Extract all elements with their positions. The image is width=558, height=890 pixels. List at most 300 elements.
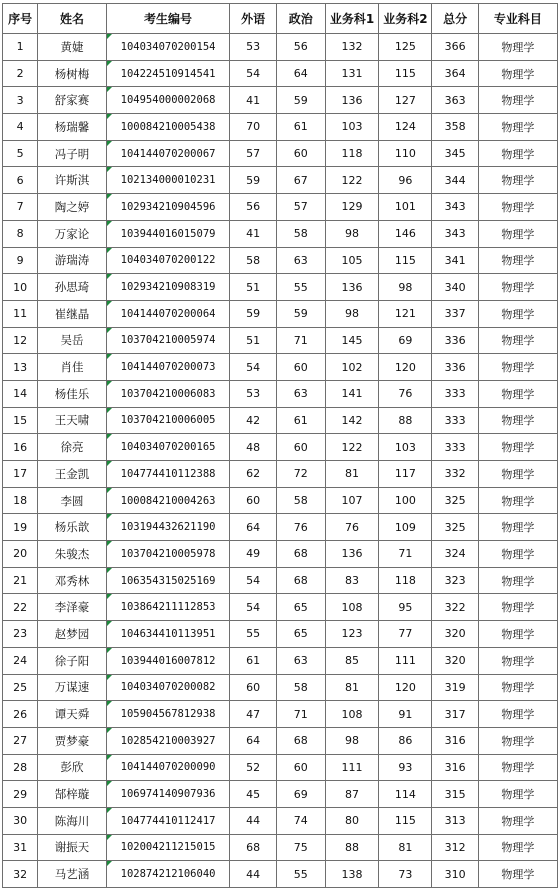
cell-foreign-language: 70 <box>230 114 276 141</box>
cell-name: 肖佳 <box>38 354 106 381</box>
cell-candidate-id: 103704210006005 <box>106 407 230 434</box>
cell-candidate-id: 103944016015079 <box>106 220 230 247</box>
cell-major: 物理学 <box>478 567 557 594</box>
table-row <box>3 167 558 194</box>
cell-seq: 10 <box>3 274 38 301</box>
table-row <box>3 781 558 808</box>
cell-candidate-id: 102934210908319 <box>106 274 230 301</box>
cell-total: 363 <box>432 87 478 114</box>
cell-name: 谢振天 <box>38 834 106 861</box>
cell-seq: 22 <box>3 594 38 621</box>
cell-foreign-language: 54 <box>230 60 276 87</box>
table-row <box>3 567 558 594</box>
cell-major: 物理学 <box>478 194 557 221</box>
cell-candidate-id: 104634410113951 <box>106 621 230 648</box>
cell-subject-2: 103 <box>379 434 432 461</box>
cell-total: 340 <box>432 274 478 301</box>
header-major: 专业科目 <box>478 4 557 34</box>
cell-candidate-id: 103704210005978 <box>106 541 230 568</box>
cell-subject-1: 108 <box>325 701 379 728</box>
cell-politics: 58 <box>276 674 325 701</box>
cell-candidate-id: 103944016007812 <box>106 647 230 674</box>
cell-politics: 65 <box>276 594 325 621</box>
cell-foreign-language: 62 <box>230 461 276 488</box>
cell-total: 345 <box>432 140 478 167</box>
cell-candidate-id: 102134000010231 <box>106 167 230 194</box>
cell-name: 游瑞涛 <box>38 247 106 274</box>
cell-foreign-language: 57 <box>230 140 276 167</box>
cell-politics: 55 <box>276 274 325 301</box>
header-name: 姓名 <box>38 4 106 34</box>
cell-candidate-id: 104034070200154 <box>106 34 230 61</box>
cell-subject-2: 124 <box>379 114 432 141</box>
cell-seq: 11 <box>3 300 38 327</box>
cell-subject-2: 69 <box>379 327 432 354</box>
cell-candidate-id: 104144070200064 <box>106 300 230 327</box>
cell-candidate-id: 102874212106040 <box>106 861 230 888</box>
cell-politics: 60 <box>276 354 325 381</box>
cell-major: 物理学 <box>478 861 557 888</box>
cell-major: 物理学 <box>478 674 557 701</box>
cell-name: 王天啸 <box>38 407 106 434</box>
cell-seq: 5 <box>3 140 38 167</box>
cell-foreign-language: 41 <box>230 220 276 247</box>
cell-politics: 59 <box>276 87 325 114</box>
cell-subject-1: 132 <box>325 34 379 61</box>
cell-politics: 59 <box>276 300 325 327</box>
cell-foreign-language: 41 <box>230 87 276 114</box>
table-row <box>3 327 558 354</box>
cell-major: 物理学 <box>478 834 557 861</box>
cell-seq: 26 <box>3 701 38 728</box>
cell-major: 物理学 <box>478 647 557 674</box>
cell-subject-2: 109 <box>379 514 432 541</box>
cell-seq: 32 <box>3 861 38 888</box>
cell-subject-2: 146 <box>379 220 432 247</box>
cell-candidate-id: 103704210005974 <box>106 327 230 354</box>
cell-subject-2: 114 <box>379 781 432 808</box>
cell-major: 物理学 <box>478 407 557 434</box>
cell-foreign-language: 47 <box>230 701 276 728</box>
header-candidate-id: 考生编号 <box>106 4 230 34</box>
cell-subject-2: 86 <box>379 727 432 754</box>
cell-subject-1: 107 <box>325 487 379 514</box>
cell-seq: 17 <box>3 461 38 488</box>
cell-total: 333 <box>432 407 478 434</box>
cell-politics: 60 <box>276 140 325 167</box>
cell-name: 李泽豪 <box>38 594 106 621</box>
cell-subject-1: 98 <box>325 727 379 754</box>
cell-seq: 2 <box>3 60 38 87</box>
cell-seq: 21 <box>3 567 38 594</box>
table-row <box>3 34 558 61</box>
cell-foreign-language: 61 <box>230 647 276 674</box>
header-politics: 政治 <box>276 4 325 34</box>
table-row <box>3 300 558 327</box>
cell-name: 冯子明 <box>38 140 106 167</box>
cell-major: 物理学 <box>478 727 557 754</box>
cell-subject-2: 115 <box>379 807 432 834</box>
cell-seq: 23 <box>3 621 38 648</box>
table-row <box>3 434 558 461</box>
cell-total: 316 <box>432 727 478 754</box>
cell-name: 舒家赛 <box>38 87 106 114</box>
cell-seq: 29 <box>3 781 38 808</box>
cell-name: 李圆 <box>38 487 106 514</box>
cell-foreign-language: 42 <box>230 407 276 434</box>
cell-total: 343 <box>432 220 478 247</box>
cell-candidate-id: 103864211112853 <box>106 594 230 621</box>
cell-politics: 75 <box>276 834 325 861</box>
cell-name: 谭天舜 <box>38 701 106 728</box>
cell-name: 马艺涵 <box>38 861 106 888</box>
cell-seq: 14 <box>3 380 38 407</box>
cell-total: 320 <box>432 647 478 674</box>
cell-major: 物理学 <box>478 274 557 301</box>
cell-subject-2: 81 <box>379 834 432 861</box>
cell-politics: 71 <box>276 327 325 354</box>
cell-subject-1: 87 <box>325 781 379 808</box>
cell-major: 物理学 <box>478 621 557 648</box>
table-row <box>3 407 558 434</box>
cell-foreign-language: 56 <box>230 194 276 221</box>
cell-seq: 12 <box>3 327 38 354</box>
table-row <box>3 834 558 861</box>
cell-candidate-id: 104144070200090 <box>106 754 230 781</box>
cell-subject-1: 88 <box>325 834 379 861</box>
cell-candidate-id: 104144070200067 <box>106 140 230 167</box>
cell-major: 物理学 <box>478 594 557 621</box>
cell-politics: 58 <box>276 487 325 514</box>
cell-major: 物理学 <box>478 701 557 728</box>
cell-politics: 72 <box>276 461 325 488</box>
cell-foreign-language: 58 <box>230 247 276 274</box>
cell-name: 郜梓璇 <box>38 781 106 808</box>
cell-major: 物理学 <box>478 60 557 87</box>
header-subject-2: 业务科2 <box>379 4 432 34</box>
cell-foreign-language: 59 <box>230 167 276 194</box>
cell-seq: 7 <box>3 194 38 221</box>
cell-major: 物理学 <box>478 34 557 61</box>
table-row <box>3 621 558 648</box>
cell-subject-1: 141 <box>325 380 379 407</box>
table-row <box>3 220 558 247</box>
cell-candidate-id: 102004211215015 <box>106 834 230 861</box>
cell-total: 325 <box>432 487 478 514</box>
table-row <box>3 514 558 541</box>
cell-name: 徐子阳 <box>38 647 106 674</box>
cell-subject-1: 85 <box>325 647 379 674</box>
cell-total: 315 <box>432 781 478 808</box>
cell-total: 344 <box>432 167 478 194</box>
cell-total: 337 <box>432 300 478 327</box>
cell-candidate-id: 104954000002068 <box>106 87 230 114</box>
cell-subject-1: 136 <box>325 274 379 301</box>
cell-name: 吴岳 <box>38 327 106 354</box>
cell-subject-1: 81 <box>325 674 379 701</box>
cell-foreign-language: 64 <box>230 727 276 754</box>
table-row <box>3 114 558 141</box>
cell-candidate-id: 104144070200073 <box>106 354 230 381</box>
cell-foreign-language: 49 <box>230 541 276 568</box>
cell-total: 336 <box>432 327 478 354</box>
cell-candidate-id: 102934210904596 <box>106 194 230 221</box>
score-table <box>2 3 558 888</box>
cell-subject-2: 127 <box>379 87 432 114</box>
cell-subject-1: 138 <box>325 861 379 888</box>
cell-subject-2: 120 <box>379 354 432 381</box>
cell-seq: 25 <box>3 674 38 701</box>
cell-subject-2: 100 <box>379 487 432 514</box>
cell-subject-1: 108 <box>325 594 379 621</box>
table-row <box>3 727 558 754</box>
table-row <box>3 754 558 781</box>
cell-politics: 58 <box>276 220 325 247</box>
cell-total: 312 <box>432 834 478 861</box>
cell-total: 332 <box>432 461 478 488</box>
table-row <box>3 487 558 514</box>
cell-name: 孙思琦 <box>38 274 106 301</box>
cell-candidate-id: 103194432621190 <box>106 514 230 541</box>
cell-foreign-language: 68 <box>230 834 276 861</box>
cell-major: 物理学 <box>478 300 557 327</box>
cell-candidate-id: 100084210004263 <box>106 487 230 514</box>
cell-politics: 64 <box>276 60 325 87</box>
cell-total: 333 <box>432 380 478 407</box>
cell-politics: 68 <box>276 727 325 754</box>
cell-total: 313 <box>432 807 478 834</box>
cell-subject-1: 142 <box>325 407 379 434</box>
cell-seq: 30 <box>3 807 38 834</box>
cell-seq: 31 <box>3 834 38 861</box>
cell-seq: 8 <box>3 220 38 247</box>
table-row <box>3 140 558 167</box>
cell-foreign-language: 59 <box>230 300 276 327</box>
cell-total: 310 <box>432 861 478 888</box>
cell-total: 316 <box>432 754 478 781</box>
cell-candidate-id: 106974140907936 <box>106 781 230 808</box>
cell-seq: 6 <box>3 167 38 194</box>
table-row <box>3 541 558 568</box>
cell-foreign-language: 44 <box>230 807 276 834</box>
cell-subject-2: 117 <box>379 461 432 488</box>
cell-subject-1: 80 <box>325 807 379 834</box>
cell-foreign-language: 52 <box>230 754 276 781</box>
table-row <box>3 194 558 221</box>
cell-name: 万家论 <box>38 220 106 247</box>
cell-foreign-language: 51 <box>230 327 276 354</box>
cell-subject-2: 71 <box>379 541 432 568</box>
cell-subject-1: 111 <box>325 754 379 781</box>
table-row <box>3 274 558 301</box>
cell-total: 319 <box>432 674 478 701</box>
cell-name: 万谋速 <box>38 674 106 701</box>
cell-name: 陈海川 <box>38 807 106 834</box>
cell-name: 徐亮 <box>38 434 106 461</box>
cell-name: 黄婕 <box>38 34 106 61</box>
table-row <box>3 701 558 728</box>
table-row <box>3 354 558 381</box>
cell-subject-2: 73 <box>379 861 432 888</box>
cell-politics: 74 <box>276 807 325 834</box>
cell-candidate-id: 104774410112388 <box>106 461 230 488</box>
cell-politics: 71 <box>276 701 325 728</box>
cell-politics: 76 <box>276 514 325 541</box>
cell-subject-2: 95 <box>379 594 432 621</box>
cell-politics: 61 <box>276 407 325 434</box>
cell-name: 王金凯 <box>38 461 106 488</box>
cell-name: 贾梦豪 <box>38 727 106 754</box>
cell-major: 物理学 <box>478 354 557 381</box>
cell-seq: 19 <box>3 514 38 541</box>
cell-subject-2: 115 <box>379 247 432 274</box>
cell-major: 物理学 <box>478 541 557 568</box>
cell-major: 物理学 <box>478 514 557 541</box>
cell-candidate-id: 100084210005438 <box>106 114 230 141</box>
cell-major: 物理学 <box>478 220 557 247</box>
cell-foreign-language: 54 <box>230 567 276 594</box>
cell-subject-1: 103 <box>325 114 379 141</box>
cell-subject-1: 102 <box>325 354 379 381</box>
cell-foreign-language: 60 <box>230 674 276 701</box>
cell-subject-2: 121 <box>379 300 432 327</box>
cell-candidate-id: 104034070200122 <box>106 247 230 274</box>
cell-subject-2: 125 <box>379 34 432 61</box>
cell-total: 325 <box>432 514 478 541</box>
cell-subject-1: 76 <box>325 514 379 541</box>
cell-subject-1: 123 <box>325 621 379 648</box>
cell-seq: 27 <box>3 727 38 754</box>
cell-subject-2: 101 <box>379 194 432 221</box>
cell-major: 物理学 <box>478 461 557 488</box>
cell-subject-1: 136 <box>325 87 379 114</box>
cell-major: 物理学 <box>478 140 557 167</box>
cell-total: 336 <box>432 354 478 381</box>
cell-total: 343 <box>432 194 478 221</box>
cell-major: 物理学 <box>478 487 557 514</box>
cell-foreign-language: 60 <box>230 487 276 514</box>
cell-politics: 63 <box>276 380 325 407</box>
header-row <box>3 4 558 34</box>
cell-politics: 67 <box>276 167 325 194</box>
cell-foreign-language: 54 <box>230 594 276 621</box>
cell-foreign-language: 51 <box>230 274 276 301</box>
cell-total: 322 <box>432 594 478 621</box>
cell-name: 杨乐歆 <box>38 514 106 541</box>
cell-subject-1: 131 <box>325 60 379 87</box>
cell-major: 物理学 <box>478 380 557 407</box>
cell-subject-2: 98 <box>379 274 432 301</box>
cell-foreign-language: 53 <box>230 380 276 407</box>
cell-name: 杨佳乐 <box>38 380 106 407</box>
cell-foreign-language: 55 <box>230 621 276 648</box>
cell-subject-2: 96 <box>379 167 432 194</box>
cell-politics: 65 <box>276 621 325 648</box>
cell-name: 杨树梅 <box>38 60 106 87</box>
cell-name: 许斯淇 <box>38 167 106 194</box>
table-row <box>3 674 558 701</box>
cell-subject-2: 91 <box>379 701 432 728</box>
cell-major: 物理学 <box>478 754 557 781</box>
cell-foreign-language: 54 <box>230 354 276 381</box>
cell-candidate-id: 103704210006083 <box>106 380 230 407</box>
cell-seq: 16 <box>3 434 38 461</box>
cell-major: 物理学 <box>478 167 557 194</box>
cell-subject-1: 122 <box>325 434 379 461</box>
cell-total: 366 <box>432 34 478 61</box>
cell-subject-1: 129 <box>325 194 379 221</box>
cell-seq: 9 <box>3 247 38 274</box>
cell-subject-2: 110 <box>379 140 432 167</box>
table-row <box>3 87 558 114</box>
cell-seq: 28 <box>3 754 38 781</box>
cell-subject-1: 145 <box>325 327 379 354</box>
cell-name: 陶之婷 <box>38 194 106 221</box>
table-row <box>3 380 558 407</box>
cell-politics: 56 <box>276 34 325 61</box>
cell-seq: 15 <box>3 407 38 434</box>
cell-subject-1: 118 <box>325 140 379 167</box>
cell-total: 324 <box>432 541 478 568</box>
cell-major: 物理学 <box>478 87 557 114</box>
cell-subject-1: 136 <box>325 541 379 568</box>
cell-total: 320 <box>432 621 478 648</box>
cell-politics: 63 <box>276 247 325 274</box>
cell-foreign-language: 64 <box>230 514 276 541</box>
cell-seq: 18 <box>3 487 38 514</box>
cell-major: 物理学 <box>478 327 557 354</box>
cell-total: 364 <box>432 60 478 87</box>
cell-candidate-id: 104774410112417 <box>106 807 230 834</box>
cell-politics: 60 <box>276 434 325 461</box>
cell-major: 物理学 <box>478 247 557 274</box>
cell-candidate-id: 102854210003927 <box>106 727 230 754</box>
cell-total: 341 <box>432 247 478 274</box>
cell-foreign-language: 53 <box>230 34 276 61</box>
cell-subject-1: 98 <box>325 220 379 247</box>
cell-politics: 55 <box>276 861 325 888</box>
cell-seq: 24 <box>3 647 38 674</box>
cell-subject-2: 118 <box>379 567 432 594</box>
cell-subject-1: 98 <box>325 300 379 327</box>
cell-subject-2: 88 <box>379 407 432 434</box>
cell-name: 杨瑞馨 <box>38 114 106 141</box>
table-row <box>3 461 558 488</box>
cell-seq: 20 <box>3 541 38 568</box>
cell-subject-1: 105 <box>325 247 379 274</box>
cell-candidate-id: 105904567812938 <box>106 701 230 728</box>
cell-candidate-id: 104034070200165 <box>106 434 230 461</box>
cell-name: 朱骏杰 <box>38 541 106 568</box>
cell-subject-2: 111 <box>379 647 432 674</box>
cell-candidate-id: 106354315025169 <box>106 567 230 594</box>
cell-total: 333 <box>432 434 478 461</box>
cell-subject-2: 76 <box>379 380 432 407</box>
table-row <box>3 594 558 621</box>
cell-seq: 4 <box>3 114 38 141</box>
header-foreign-language: 外语 <box>230 4 276 34</box>
cell-subject-2: 115 <box>379 60 432 87</box>
cell-total: 358 <box>432 114 478 141</box>
header-total: 总分 <box>432 4 478 34</box>
cell-seq: 13 <box>3 354 38 381</box>
cell-politics: 57 <box>276 194 325 221</box>
cell-politics: 69 <box>276 781 325 808</box>
cell-foreign-language: 44 <box>230 861 276 888</box>
cell-foreign-language: 45 <box>230 781 276 808</box>
cell-subject-1: 83 <box>325 567 379 594</box>
cell-major: 物理学 <box>478 807 557 834</box>
